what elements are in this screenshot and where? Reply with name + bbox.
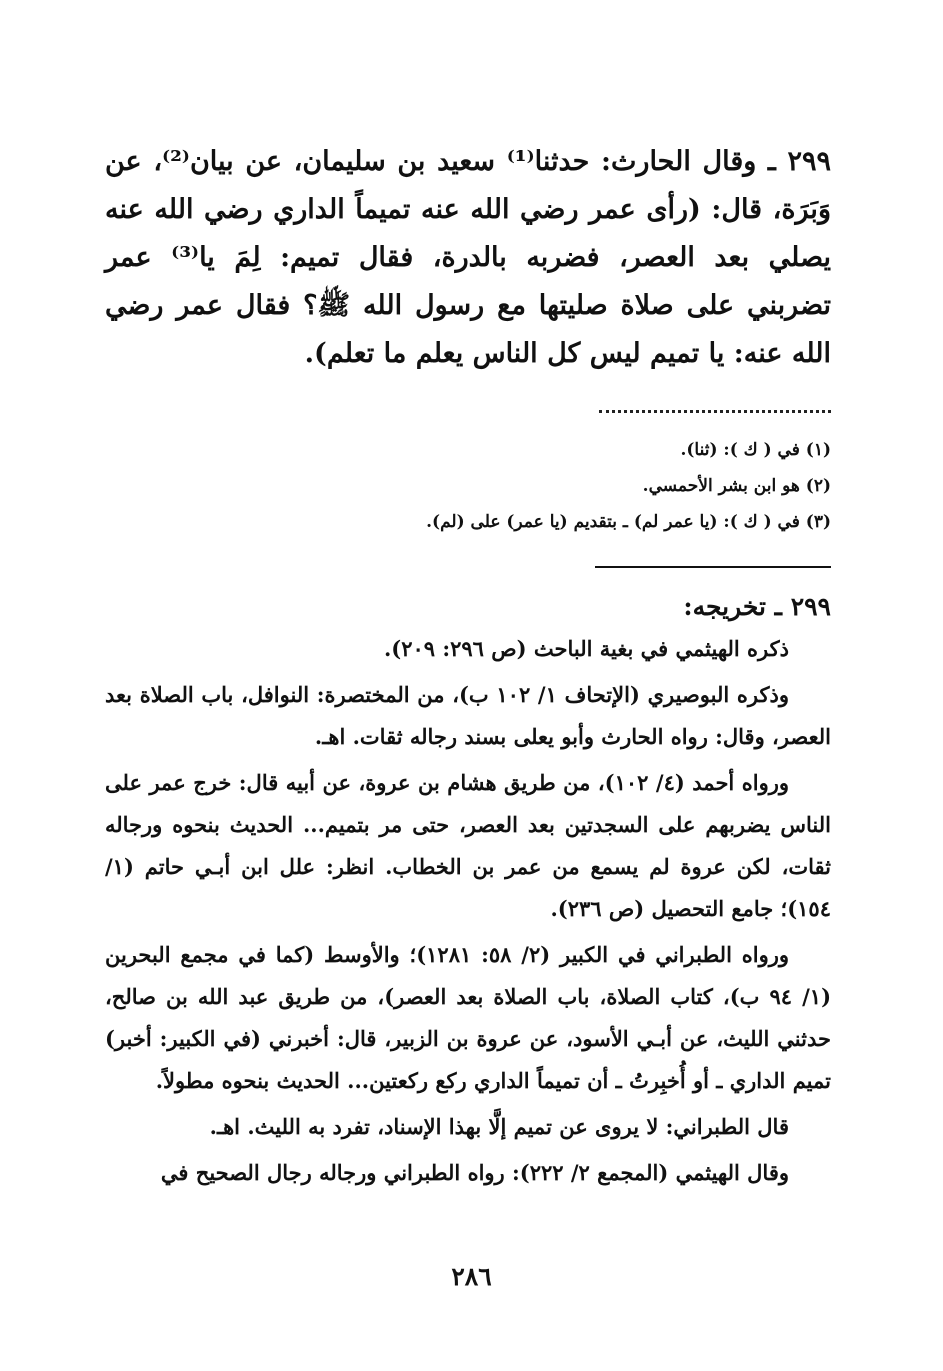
hadith-number: ٢٩٩ [787,146,831,177]
hadith-body: ـ وقال الحارث: حدثنا⁽¹⁾ سعيد بن سليمان، عن بيان⁽²⁾، عن وَبَرَة، قال: (رأى عمر رضي الله عنه تميماً الداري رضي الله عنه يصلي بعد العصر، فضربه بالدرة، فقال تميم: لِمَ يا⁽³⁾ عمر تضربني على صلاة صليتها مع رسول الله ﷺ؟ فقال عمر رضي الله عنه: يا تميم ليس كل الناس يعلم ما تعلم). [105,146,832,369]
footnote-3: (٣) في ( ك ): (يا عمر لم) ـ بتقديم (يا عمر) على (لم). [426,512,831,532]
footnote-1: (١) في ( ك ): (ثنا). [680,440,831,460]
page-number: ٢٨٦ [451,1262,492,1291]
takhrij-heading: ٢٩٩ ـ تخريجه: [683,592,831,621]
takhrij-text [105,628,831,1198]
takhrij-paragraph-3: ورواه أحمد (٤/ ١٠٢)، من طريق هشام بن عروة، عن أبيه قال: خرج عمر على الناس يضربهم على السجدتين بعد العصر، حتى مر بتميم... الحديث بنحوه ورجاله ثقات، لكن عروة لم يسمع من عمر بن الخطاب. انظر: علل ابن أبـي حاتم (١/ ١٥٤)؛ جامع التحصيل (ص ٢٣٦). [105,770,831,921]
section-divider [595,566,831,568]
footnote-2: (٢) هو ابن بشر الأحمسي. [642,476,831,496]
takhrij-paragraph-1: ذكره الهيثمي في بغية الباحث (ص ٢٩٦: ٢٠٩). [383,636,789,661]
footnotes [300,432,831,540]
hadith-paragraph [105,138,831,378]
takhrij-paragraph-5: قال الطبراني: لا يروى عن تميم إلَّا بهذا الإسناد، تفرد به الليث. اهـ. [209,1114,789,1139]
hadith-text [105,138,831,378]
takhrij-paragraph-2: وذكره البوصيري (الإتحاف ١/ ١٠٢ ب)، من المختصرة: النوافل، باب الصلاة بعد العصر، وقال: رواه الحارث وأبو يعلى بسند رجاله ثقات. اهـ. [105,682,831,749]
takhrij-paragraph-6: وقال الهيثمي (المجمع ٢/ ٢٢٢): رواه الطبراني ورجاله رجال الصحيح في [160,1160,789,1185]
takhrij-paragraph-4: ورواه الطبراني في الكبير (٢/ ٥٨: ١٢٨١)؛ والأوسط (كما في مجمع البحرين (١/ ٩٤ ب)، كتاب الصلاة، باب الصلاة بعد العصر)، من طريق عبد الله بن صالح، حدثني الليث، عن أبـي الأسود، عن عروة بن الزبير، قال: أخبرني (في الكبير: أخبر) تميم الداري ـ أو أُخبِرتُ ـ أن تميماً الداري ركع ركعتين... الحديث بنحوه مطولاً. [105,942,832,1093]
footnote-separator [599,400,831,413]
